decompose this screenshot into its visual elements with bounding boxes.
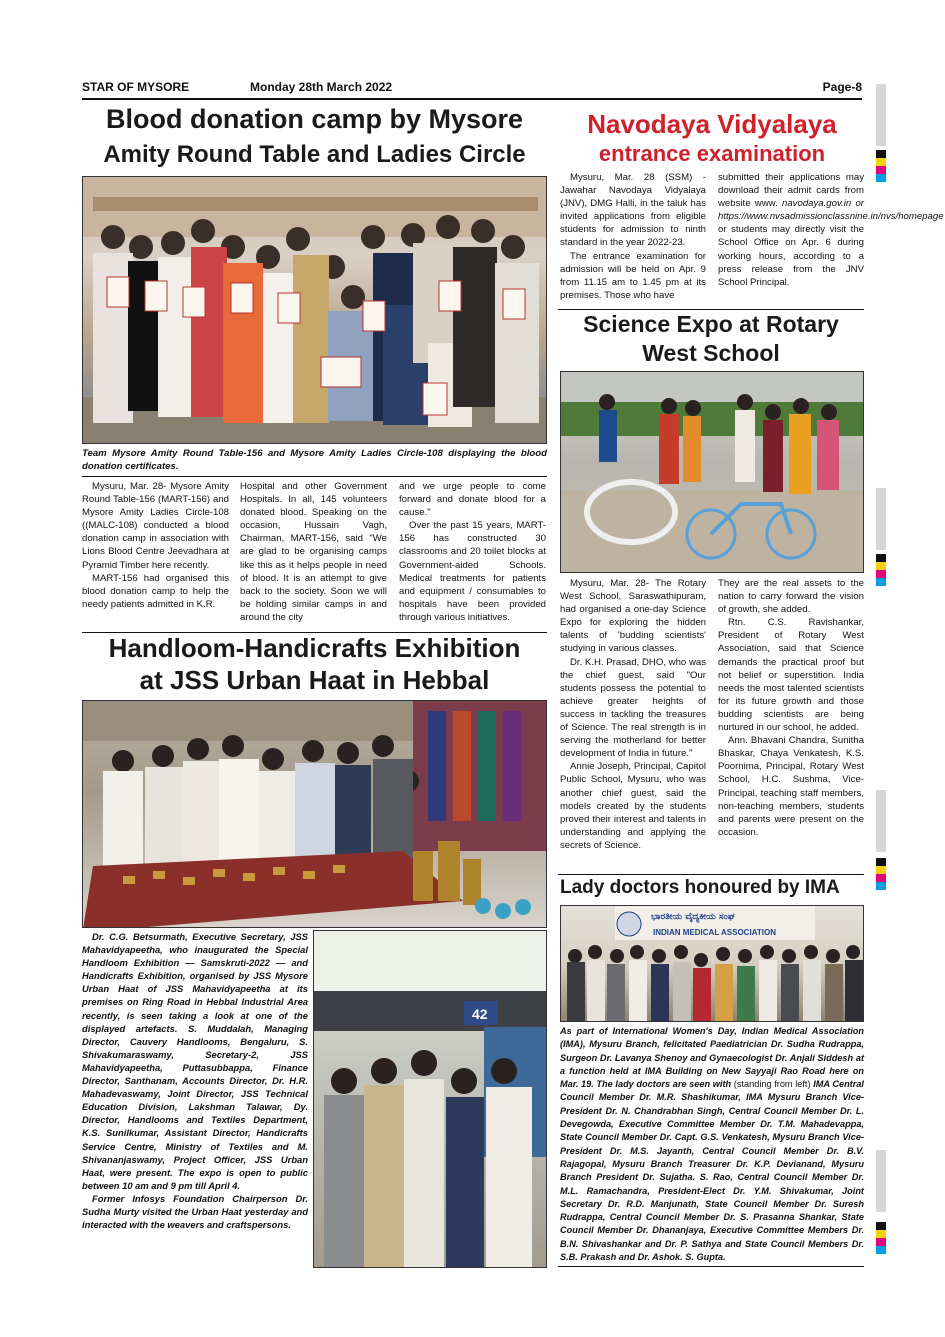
printer-grey-bar-4 — [876, 1150, 886, 1212]
navodaya-website-link[interactable]: navodaya.gov.in or https://www.nvsadmissionclassnine.in/nvs/homepage — [718, 198, 944, 223]
ima-caption-standing: (standing from left) — [733, 1079, 811, 1090]
navodaya-headline-2: entrance examination — [598, 141, 826, 166]
registration-mark-magenta-4 — [876, 1238, 886, 1246]
registration-mark-black-2 — [876, 554, 886, 562]
registration-mark-cyan-2 — [876, 578, 886, 586]
handloom-caption-para-1: Dr. C.G. Betsurmath, Executive Secretary, JSS Mahavidyapeetha, who inaugurated the Special Handloom Exhibition — Samskruti-2022 — and Handicrafts Exhibition, organised by JSS Mysore Urban Haat of JSS Mahavidyapeetha at its premises on Ring Road in Hebbal Industrial Area recently, is seen taking a look at one of the displayed artefacts. S. Muddalah, Managing Director, Cauvery Handlooms, Bengaluru, S. Shivakumaraswamy, Secretary-2, JSS Mahavidyapeetha, Puttasubbappa, Finance Director, Santhanam, Accounts Director, Dr. H.R. Mahadevaswamy, Joint Director, JSS Technical Education Division, Lakshman Talawar, Dy. Director, Handlooms and Textiles Department, K.S. Sunilkumar, Assistant Director, Handicrafts Service Centre, Ministry of Textiles and M. Shivananjaswamy, Project Officer, JSS Urban Haat, were present. The expo is open to public between 10 am and 9 pm till April 4. — [82, 931, 308, 1191]
blood-photo-caption: Team Mysore Amity Round Table-156 and Mysore Amity Ladies Circle-108 displaying the blood donation certificates. — [82, 448, 547, 473]
group-photo-illustration — [83, 177, 547, 444]
science-article-col-1 — [560, 577, 706, 852]
blood-headline-1: Blood donation camp by Mysore — [105, 104, 524, 134]
ima-caption-text-a: As part of International Women's Day, Indian Medical Association (IMA), Mysuru Branch, felicitated Paediatrician Dr. Sudha Rudrappa, Surgeon Dr. Lavanya Shenoy and Gynaecologist Dr. Anjali Siddesh at a function held at IMA Building on New Sayyaji Rao Road here on Mar. 19. The lady doctors are seen with — [560, 1026, 864, 1090]
blood-headline-2: Amity Round Table and Ladies Circle — [103, 141, 526, 168]
blood-article-col-3 — [399, 480, 546, 624]
handloom-photo-caption — [82, 930, 308, 1231]
science-expo-photo — [560, 371, 864, 573]
blood-caption-rule — [82, 476, 547, 477]
handloom-caption-para-2: Former Infosys Foundation Chairperson Dr. Sudha Murty visited the Urban Haat yesterday and interacted with the weavers and craftspersons. — [82, 1192, 308, 1231]
navodaya-article-col-1 — [560, 171, 706, 302]
registration-mark-yellow-3 — [876, 866, 886, 874]
ima-banner-kannada: ಭಾರತೀಯ ವೈದ್ಯಕೀಯ ಸಂಘ — [651, 912, 735, 922]
science-headline-1: Science Expo at Rotary — [583, 311, 839, 337]
ima-headline: Lady doctors honoured by IMA — [560, 877, 840, 898]
page-header — [82, 80, 862, 98]
handloom-headline-2: at JSS Urban Haat in Hebbal — [139, 665, 490, 695]
issue-date: Monday 28th March 2022 — [250, 80, 393, 94]
page-number: Page-8 — [822, 80, 862, 94]
science-para-6: Ann. Bhavani Chandra, Sunitha Bhaskar, Chaya Venkatesh, K.S. Poornima, Principal, Rotary West School, H.C. Sushma, Vice-Principal, teaching staff members, non-teaching members, students and parents were present on the occasion. — [718, 735, 864, 838]
blood-para-2: MART-156 had organised this blood donation camp to help the needy patients admitted in K.R. — [82, 572, 229, 610]
registration-mark-black-4 — [876, 1222, 886, 1230]
ima-photo-caption — [560, 1025, 864, 1264]
ima-illustration — [561, 906, 864, 1022]
handloom-visit-photo — [313, 930, 547, 1268]
navodaya-para-1: Mysuru, Mar. 28 (SSM) - Jawahar Navodaya Vidyalaya (JNV), DMG Halli, in the taluk has invited applications from eligible students for admission to ninth standard in the year 2022-23. — [560, 172, 706, 249]
registration-mark-black-1 — [876, 150, 886, 158]
science-headline-2: West School — [642, 340, 780, 366]
blood-article-col-1 — [82, 480, 229, 611]
printer-grey-bar-2 — [876, 488, 886, 550]
registration-mark-cyan-3 — [876, 882, 886, 890]
blood-para-4: and we urge people to come forward and donate blood for a cause." — [399, 481, 546, 519]
printer-grey-bar-3 — [876, 790, 886, 852]
handloom-exhibition-photo — [82, 700, 547, 928]
blood-para-3: Hospital and other Government Hospitals. In all, 145 volunteers donated blood. Speaking on the occasion, Hussain Vagh, Chairman, MART-156, said "We are glad to be organising camps like this as it helps people in need of blood. It is an attempt to give back to the society. Soon we will be holding similar camps in and around the city — [240, 481, 387, 623]
blood-para-5: Over the past 15 years, MART-156 has constructed 30 classrooms and 20 toilet blocks at Government-aided Schools. Medical treatments for patients and equipment / consumables to hospitals have been provided through various initiatives. — [399, 520, 546, 623]
registration-mark-magenta-2 — [876, 570, 886, 578]
blood-donation-photo — [82, 176, 547, 444]
ima-top-rule — [558, 874, 864, 875]
science-expo-illustration — [561, 372, 864, 573]
science-top-rule — [558, 309, 864, 310]
science-para-1: Mysuru, Mar. 28- The Rotary West School, Saraswathipuram, had organised a one-day Science Expo for exploring the hidden talents of 'budding scientists' studying in various classes. — [560, 578, 706, 655]
printer-grey-bar-1 — [876, 84, 886, 146]
publication-name: STAR OF MYSORE — [82, 80, 190, 94]
navodaya-text-a: submitted their applications may download their admit cards from website www. — [718, 172, 864, 210]
stall-number-sign: 42 — [472, 1006, 488, 1022]
blood-para-1: Mysuru, Mar. 28- Mysore Amity Round Table-156 (MART-156) and Mysore Amity Ladies Circle-108 ((MALC-108) conducted a blood donation camp in association with Lions Blood Centre Jeevadhara at Pyramid Timber here recently. — [82, 481, 229, 571]
navodaya-text-b: or students may directly visit the School Office on Apr. 6 during working hours, according to a press release from the JNV School Principal. — [718, 224, 864, 288]
registration-mark-magenta-3 — [876, 874, 886, 882]
ima-caption-text-b: IMA Central Council Member Dr. M.R. Shashikumar, IMA Mysuru Branch Vice-President Dr. N. Chandrabhan Singh, Central Council Member Dr. L. Devegowda, Executive Committee Member Dr. T.M. Mahadevappa, State Council Member Dr. Capt. G.S. Venkatesh, Mysuru Branch Vice-President Dr. M.S. Jayanth, Central Council Member Dr. B.V. Rajagopal, Mysuru Branch Treasurer Dr. K.P. Devianand, Mysuru Branch President Dr. Sujatha. S. Rao, Central Council Member Dr. M.L. Ramachandra, President-Elect Dr. Y.M. Shivakumar, Joint Secretary Dr. R.D. Manjunath, State Council Member Dr. Suresh Rudrappa, Central Council Member Dr. S. Prasanna Shankar, State Council Member Dr. Dhananjaya, Executive Committee Members Dr. B.N. Shivashankar and Dr. P. Sathya and State Council Members Dr. S.B. Prakash and Dr. Ashok. S. Gupta. — [560, 1079, 864, 1263]
ima-bottom-rule — [558, 1266, 864, 1267]
navodaya-article-col-2 — [718, 171, 944, 289]
registration-mark-black-3 — [876, 858, 886, 866]
ima-honour-photo — [560, 905, 864, 1022]
navodaya-para-2: The entrance examination for admission will be held on Apr. 9 from 11.15 am to 1.45 pm at its premises. Those who have — [560, 250, 706, 301]
header-rule — [82, 98, 862, 100]
handloom-headline-1: Handloom-Handicrafts Exhibition — [108, 633, 521, 663]
navodaya-headline-1: Navodaya Vidyalaya — [587, 109, 837, 139]
registration-mark-yellow-1 — [876, 158, 886, 166]
visit-illustration — [314, 931, 547, 1268]
science-para-2: Dr. K.H. Prasad, DHO, who was the chief guest, said "Our students possess the potential to achieve greater heights of success in tackling the treasures of Science. The real strength is in serving the motherland for better development of India in future." — [560, 656, 706, 760]
registration-mark-yellow-2 — [876, 562, 886, 570]
registration-mark-cyan-4 — [876, 1246, 886, 1254]
science-para-4: They are the real assets to the nation to carry forward the vision of growth, she added. — [718, 578, 864, 616]
registration-mark-cyan-1 — [876, 174, 886, 182]
science-para-3: Annie Joseph, Principal, Capitol Public School, Mysuru, who was another chief guest, said the models created by the students proved their interest and talents in understanding and applying the secrets of Science. — [560, 761, 706, 851]
science-para-5: Rtn. C.S. Ravishankar, President of Rotary West Association, said that Science demands the practical proof but not belief or superstition. India needs the most talented scientists for its future growth and those budding scientists are being nurtured in our school, he added. — [718, 617, 864, 734]
exhibition-illustration — [83, 701, 547, 928]
ima-banner-english: INDIAN MEDICAL ASSOCIATION — [653, 928, 776, 937]
science-article-col-2 — [718, 577, 864, 839]
blood-article-col-2 — [240, 480, 387, 624]
registration-mark-yellow-4 — [876, 1230, 886, 1238]
registration-mark-magenta-1 — [876, 166, 886, 174]
